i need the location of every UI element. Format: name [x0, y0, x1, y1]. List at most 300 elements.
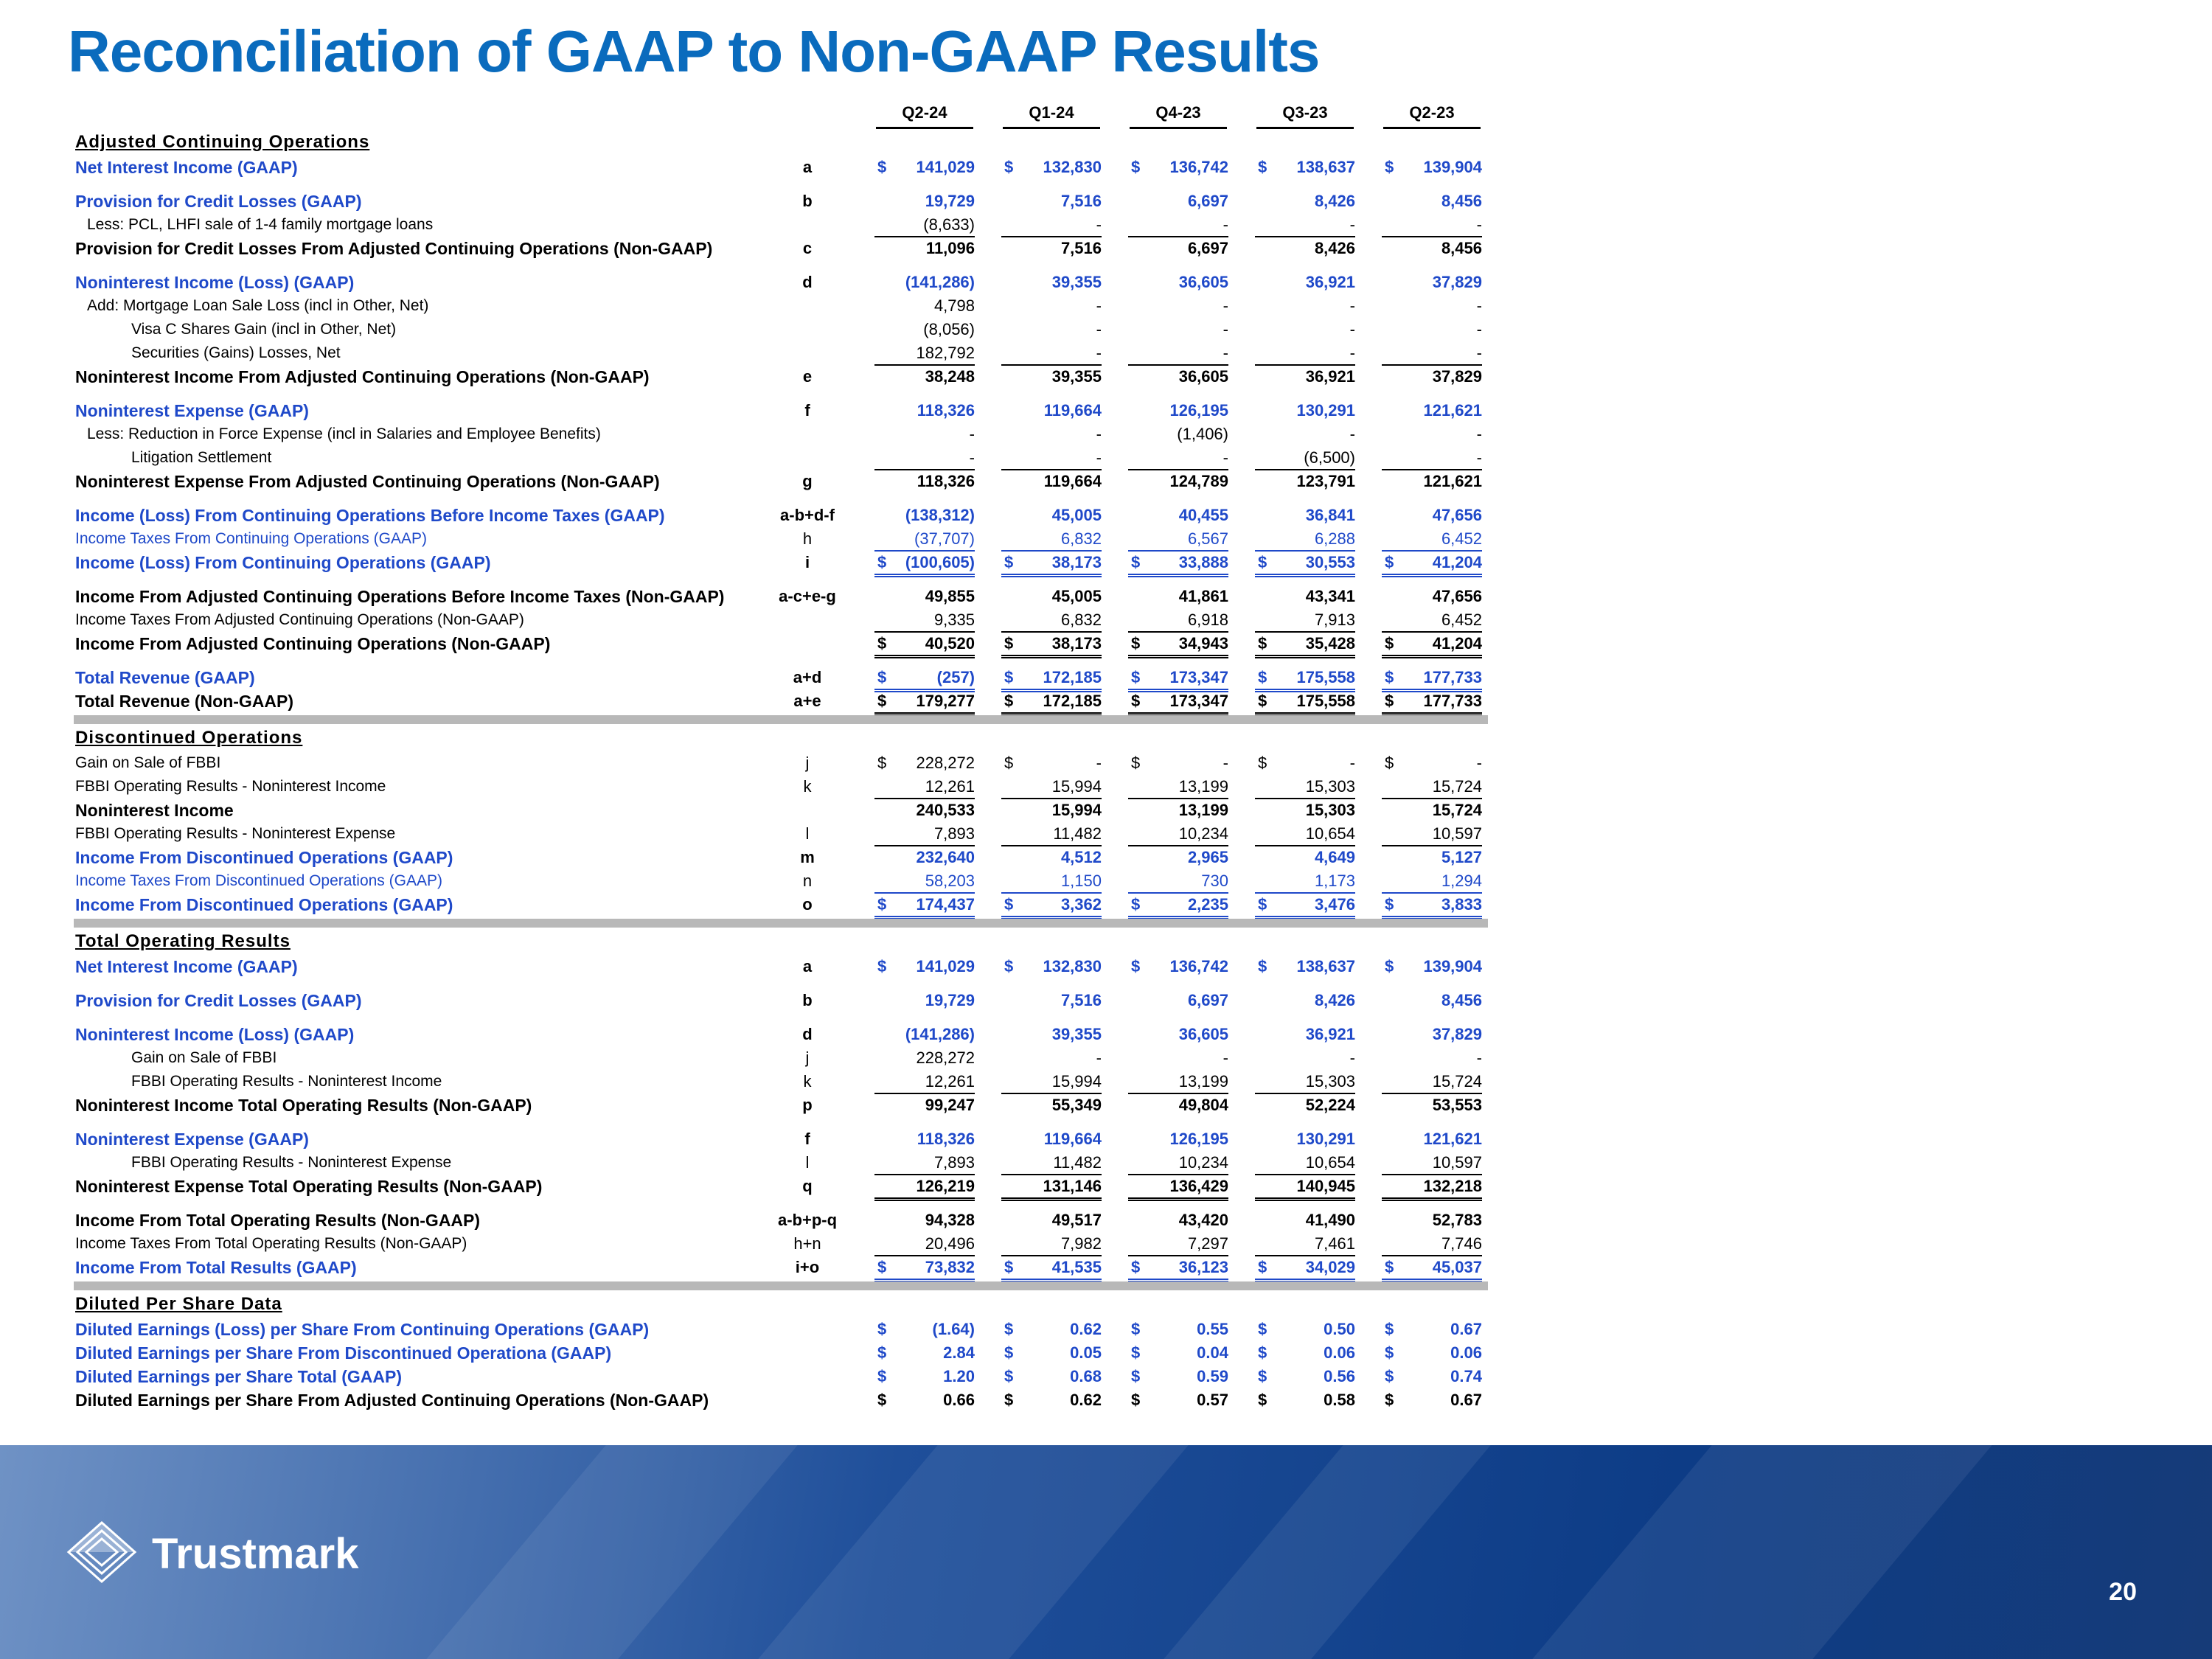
cell-value: 15,994 — [1051, 1072, 1102, 1091]
table-cell — [1255, 1233, 1355, 1256]
dollar-sign: $ — [1004, 1391, 1014, 1409]
cell-value: 130,291 — [1296, 1130, 1355, 1148]
table-cell — [1001, 156, 1102, 178]
cell-value: - — [1222, 215, 1228, 234]
cell-value: 0.68 — [1070, 1367, 1102, 1385]
table-row — [0, 1047, 1504, 1069]
row-reference: a — [802, 957, 813, 975]
table-cell — [1128, 870, 1228, 894]
row-reference: e — [802, 367, 813, 386]
cell-value: 121,621 — [1423, 472, 1482, 490]
cell-value: 0.67 — [1450, 1320, 1482, 1338]
table-cell — [1382, 667, 1482, 692]
table-cell — [1128, 400, 1228, 422]
cell-value: 4,649 — [1314, 848, 1355, 866]
table-cell — [1001, 1152, 1102, 1175]
row-label: Noninterest Income (Loss) (GAAP) — [75, 1025, 355, 1044]
table-row — [0, 633, 1504, 655]
table-cell — [1128, 1389, 1228, 1411]
cell-value: - — [1096, 448, 1102, 467]
table-cell — [1001, 423, 1102, 445]
cell-value: 8,426 — [1314, 192, 1355, 210]
table-cell — [1001, 990, 1102, 1012]
table-row — [0, 271, 1504, 293]
section-title: Diluted Per Share Data — [75, 1294, 282, 1314]
table-cell — [1382, 846, 1482, 869]
table-cell — [1001, 1318, 1102, 1340]
cell-value: - — [1349, 754, 1355, 772]
cell-value: 118,326 — [917, 401, 975, 420]
dollar-sign: $ — [1258, 553, 1267, 571]
row-label: Less: Reduction in Force Expense (incl in Salaries and Employee Benefits) — [87, 425, 601, 442]
cell-value: 11,096 — [925, 239, 975, 257]
row-reference: a+d — [793, 668, 822, 686]
cell-value: 0.05 — [1070, 1343, 1102, 1362]
table-cell — [1128, 1047, 1228, 1069]
cell-value: 33,888 — [1178, 553, 1228, 571]
cell-value: 37,829 — [1432, 367, 1482, 386]
cell-value: - — [1476, 320, 1482, 338]
section-title: Adjusted Continuing Operations — [75, 132, 370, 152]
table-cell — [1382, 552, 1482, 577]
cell-value: 58,203 — [925, 872, 975, 890]
cell-value: 0.67 — [1450, 1391, 1482, 1409]
cell-value: 41,861 — [1178, 587, 1228, 605]
dollar-sign: $ — [877, 957, 887, 975]
table-cell — [874, 1389, 975, 1411]
table-cell — [1382, 990, 1482, 1012]
table-cell — [1255, 1175, 1355, 1201]
cell-value: 6,918 — [1187, 611, 1228, 629]
cell-value: - — [1096, 215, 1102, 234]
cell-value: (257) — [936, 668, 975, 686]
table-row — [0, 667, 1504, 689]
dollar-sign: $ — [1131, 1391, 1141, 1409]
dollar-sign: $ — [1131, 754, 1141, 772]
table-cell — [1001, 894, 1102, 919]
table-cell — [1128, 1256, 1228, 1282]
cell-value: - — [1096, 344, 1102, 362]
cell-value: (100,605) — [905, 553, 975, 571]
table-cell — [1001, 342, 1102, 366]
table-cell — [1001, 470, 1102, 493]
cell-value: 136,429 — [1169, 1177, 1228, 1195]
table-cell — [1001, 799, 1102, 821]
cell-value: - — [1349, 344, 1355, 362]
dollar-sign: $ — [1004, 692, 1014, 710]
table-cell — [1382, 609, 1482, 633]
table-cell — [1128, 633, 1228, 658]
table-cell — [1128, 295, 1228, 317]
cell-value: 49,855 — [925, 587, 975, 605]
table-cell — [1255, 990, 1355, 1012]
cell-value: 11,482 — [1053, 824, 1102, 843]
table-cell — [1382, 319, 1482, 341]
table-cell — [1001, 504, 1102, 526]
row-label: Noninterest Expense (GAAP) — [75, 1130, 309, 1149]
table-cell — [1255, 956, 1355, 978]
dollar-sign: $ — [1131, 1343, 1141, 1362]
table-cell — [1382, 190, 1482, 212]
table-cell — [874, 271, 975, 293]
cell-value: 12,261 — [925, 1072, 975, 1091]
row-reference: o — [802, 895, 813, 914]
cell-value: 136,742 — [1169, 158, 1228, 176]
table-cell — [874, 1047, 975, 1069]
table-cell — [874, 1175, 975, 1201]
cell-value: 10,654 — [1305, 1153, 1355, 1172]
cell-value: 138,637 — [1296, 158, 1355, 176]
cell-value: 11,482 — [1053, 1153, 1102, 1172]
dollar-sign: $ — [877, 1367, 887, 1385]
table-row — [0, 776, 1504, 798]
row-reference: d — [802, 273, 813, 291]
cell-value: - — [1222, 754, 1228, 772]
table-cell — [874, 1342, 975, 1364]
table-row — [0, 1233, 1504, 1255]
cell-value: 119,664 — [1043, 401, 1102, 420]
cell-value: 13,199 — [1178, 777, 1228, 796]
dollar-sign: $ — [1131, 1258, 1141, 1276]
table-row — [0, 585, 1504, 608]
cell-value: 37,829 — [1432, 1025, 1482, 1043]
section-title: Total Operating Results — [75, 931, 291, 951]
row-reference: i+o — [795, 1258, 820, 1276]
cell-value: 12,261 — [925, 777, 975, 796]
table-cell — [1001, 1342, 1102, 1364]
table-cell — [1001, 1128, 1102, 1150]
cell-value: 53,553 — [1432, 1096, 1482, 1114]
cell-value: 139,904 — [1423, 158, 1482, 176]
row-label: Income (Loss) From Continuing Operations (GAAP) — [75, 553, 491, 572]
table-cell — [874, 846, 975, 869]
dollar-sign: $ — [1385, 553, 1394, 571]
cell-value: 39,355 — [1051, 273, 1102, 291]
table-row — [0, 552, 1504, 574]
cell-value: 8,456 — [1441, 991, 1482, 1009]
dollar-sign: $ — [877, 1258, 887, 1276]
cell-value: 730 — [1201, 872, 1228, 890]
cell-value: - — [1476, 448, 1482, 467]
row-reference: n — [802, 872, 813, 890]
table-cell — [1382, 799, 1482, 821]
cell-value: 2,235 — [1187, 895, 1228, 914]
table-cell — [874, 1366, 975, 1388]
row-label: Diluted Earnings (Loss) per Share From Continuing Operations (GAAP) — [75, 1320, 650, 1339]
table-cell — [1255, 342, 1355, 366]
table-cell — [1128, 1094, 1228, 1116]
row-reference: a+e — [793, 692, 821, 710]
table-cell — [1255, 447, 1355, 470]
dollar-sign: $ — [1131, 957, 1141, 975]
table-cell — [1001, 633, 1102, 658]
footer-banner — [0, 1445, 2212, 1659]
cell-value: 15,303 — [1305, 777, 1355, 796]
table-cell — [1255, 470, 1355, 493]
row-label: Diluted Earnings per Share Total (GAAP) — [75, 1367, 403, 1386]
table-cell — [1128, 342, 1228, 366]
cell-value: 119,664 — [1043, 1130, 1102, 1148]
table-cell — [1255, 609, 1355, 633]
table-cell — [874, 528, 975, 552]
cell-value: 41,204 — [1432, 553, 1482, 571]
row-label: Noninterest Income — [75, 801, 234, 820]
cell-value: 0.66 — [943, 1391, 975, 1409]
dollar-sign: $ — [877, 1343, 887, 1362]
cell-value: (8,633) — [923, 215, 975, 234]
row-label: Net Interest Income (GAAP) — [75, 957, 298, 976]
table-cell — [1382, 1175, 1482, 1201]
table-cell — [874, 609, 975, 633]
table-cell — [1382, 366, 1482, 388]
cell-value: 141,029 — [916, 957, 975, 975]
cell-value: 10,597 — [1432, 1153, 1482, 1172]
cell-value: 38,173 — [1051, 634, 1102, 653]
column-header: Q2-24 — [876, 102, 973, 129]
table-cell — [1001, 1209, 1102, 1231]
row-label: Income From Adjusted Continuing Operations Before Income Taxes (Non-GAAP) — [75, 587, 725, 606]
cell-value: 6,832 — [1060, 529, 1102, 548]
cell-value: (6,500) — [1304, 448, 1355, 467]
row-label: Income From Adjusted Continuing Operations (Non-GAAP) — [75, 634, 551, 653]
table-cell — [1001, 552, 1102, 577]
cell-value: 1.20 — [943, 1367, 975, 1385]
cell-value: 2,965 — [1187, 848, 1228, 866]
row-label: Diluted Earnings per Share From Discontinued Operationa (GAAP) — [75, 1343, 612, 1363]
table-cell — [874, 956, 975, 978]
row-label: Visa C Shares Gain (incl in Other, Net) — [131, 321, 397, 338]
table-cell — [1255, 1256, 1355, 1282]
table-row — [0, 366, 1504, 388]
cell-value: 8,456 — [1441, 192, 1482, 210]
table-row — [0, 823, 1504, 845]
row-reference: k — [803, 777, 812, 796]
table-cell — [874, 1128, 975, 1150]
table-cell — [1001, 690, 1102, 716]
cell-value: - — [1096, 754, 1102, 772]
table-row — [0, 1023, 1504, 1046]
cell-value: 126,195 — [1169, 401, 1228, 420]
dollar-sign: $ — [1385, 692, 1394, 710]
table-cell — [874, 1209, 975, 1231]
dollar-sign: $ — [1004, 957, 1014, 975]
table-cell — [1255, 1128, 1355, 1150]
table-cell — [1001, 823, 1102, 846]
page-title: Reconciliation of GAAP to Non-GAAP Results — [68, 18, 1320, 84]
cell-value: 138,637 — [1296, 957, 1355, 975]
row-label: Gain on Sale of FBBI — [75, 754, 221, 771]
row-reference: a-b+p-q — [777, 1211, 838, 1229]
cell-value: 132,218 — [1423, 1177, 1482, 1195]
table-cell — [1382, 894, 1482, 919]
table-cell — [1255, 1389, 1355, 1411]
cell-value: 34,943 — [1178, 634, 1228, 653]
row-label: Total Revenue (Non-GAAP) — [75, 692, 294, 711]
table-cell — [1382, 1047, 1482, 1069]
cell-value: 179,277 — [916, 692, 975, 710]
table-cell — [1001, 585, 1102, 608]
table-cell — [1001, 1047, 1102, 1069]
table-row — [0, 870, 1504, 892]
dollar-sign: $ — [1258, 895, 1267, 914]
row-label: Provision for Credit Losses (GAAP) — [75, 991, 362, 1010]
cell-value: 36,605 — [1178, 273, 1228, 291]
section-title: Discontinued Operations — [75, 728, 303, 748]
cell-value: 0.50 — [1324, 1320, 1355, 1338]
table-row — [0, 1342, 1504, 1364]
cell-value: 6,697 — [1187, 192, 1228, 210]
table-cell — [874, 633, 975, 658]
cell-value: 43,420 — [1178, 1211, 1228, 1229]
row-label: FBBI Operating Results - Noninterest Income — [131, 1073, 442, 1090]
cell-value: 124,789 — [1169, 472, 1228, 490]
dollar-sign: $ — [1004, 895, 1014, 914]
cell-value: - — [969, 425, 975, 443]
dollar-sign: $ — [1385, 668, 1394, 686]
table-cell — [1128, 585, 1228, 608]
row-label: Income From Total Operating Results (Non-GAAP) — [75, 1211, 481, 1230]
row-label: Gain on Sale of FBBI — [131, 1049, 277, 1066]
cell-value: 6,697 — [1187, 239, 1228, 257]
table-cell — [1382, 1152, 1482, 1175]
table-cell — [874, 237, 975, 260]
table-cell — [1382, 823, 1482, 846]
table-row — [0, 1256, 1504, 1279]
cell-value: 7,893 — [933, 1153, 975, 1172]
table-row — [0, 990, 1504, 1012]
table-row — [0, 799, 1504, 821]
cell-value: - — [1096, 320, 1102, 338]
dollar-sign: $ — [1004, 1258, 1014, 1276]
cell-value: 5,127 — [1441, 848, 1482, 866]
table-cell — [1255, 400, 1355, 422]
table-cell — [874, 585, 975, 608]
row-label: Add: Mortgage Loan Sale Loss (incl in Other, Net) — [87, 297, 429, 314]
row-reference: b — [802, 192, 813, 210]
cell-value: 45,037 — [1432, 1258, 1482, 1276]
cell-value: - — [1349, 1048, 1355, 1067]
table-cell — [1001, 1071, 1102, 1094]
table-cell — [1128, 609, 1228, 633]
table-cell — [874, 776, 975, 799]
cell-value: 52,783 — [1432, 1211, 1482, 1229]
dollar-sign: $ — [877, 1320, 887, 1338]
table-cell — [1382, 633, 1482, 658]
cell-value: - — [1349, 296, 1355, 315]
row-label: Noninterest Expense From Adjusted Continuing Operations (Non-GAAP) — [75, 472, 660, 491]
dollar-sign: $ — [877, 754, 887, 772]
table-cell — [1001, 1233, 1102, 1256]
row-label: Noninterest Income Total Operating Results (Non-GAAP) — [75, 1096, 532, 1115]
table-cell — [1128, 190, 1228, 212]
section-divider — [74, 1281, 1488, 1290]
table-cell — [874, 1094, 975, 1116]
table-cell — [1255, 237, 1355, 260]
table-cell — [1128, 1023, 1228, 1046]
table-cell — [1255, 423, 1355, 445]
cell-value: 136,742 — [1169, 957, 1228, 975]
table-cell — [1128, 271, 1228, 293]
table-cell — [1382, 1342, 1482, 1364]
table-cell — [1128, 423, 1228, 445]
table-cell — [1255, 1342, 1355, 1364]
cell-value: 6,567 — [1187, 529, 1228, 548]
table-row — [0, 894, 1504, 916]
table-cell — [1128, 366, 1228, 388]
row-label: Noninterest Expense Total Operating Results (Non-GAAP) — [75, 1177, 543, 1196]
dollar-sign: $ — [877, 895, 887, 914]
cell-value: 0.06 — [1324, 1343, 1355, 1362]
row-reference: p — [802, 1096, 813, 1114]
table-row — [0, 1071, 1504, 1093]
table-cell — [1001, 271, 1102, 293]
table-cell — [1128, 1209, 1228, 1231]
cell-value: (141,286) — [905, 273, 975, 291]
dollar-sign: $ — [1258, 668, 1267, 686]
table-cell — [1128, 552, 1228, 577]
cell-value: 8,456 — [1441, 239, 1482, 257]
cell-value: - — [1476, 425, 1482, 443]
table-row — [0, 504, 1504, 526]
cell-value: (37,707) — [914, 529, 975, 548]
table-cell — [874, 690, 975, 716]
cell-value: 0.56 — [1324, 1367, 1355, 1385]
cell-value: 37,829 — [1432, 273, 1482, 291]
dollar-sign: $ — [1258, 692, 1267, 710]
table-cell — [1382, 956, 1482, 978]
table-cell — [1001, 609, 1102, 633]
cell-value: 13,199 — [1178, 801, 1228, 819]
cell-value: 13,199 — [1178, 1072, 1228, 1091]
table-cell — [1255, 1023, 1355, 1046]
cell-value: 7,982 — [1060, 1234, 1102, 1253]
table-cell — [874, 1318, 975, 1340]
table-cell — [1255, 870, 1355, 894]
table-cell — [1001, 870, 1102, 894]
dollar-sign: $ — [1258, 754, 1267, 772]
cell-value: 7,297 — [1187, 1234, 1228, 1253]
table-cell — [874, 366, 975, 388]
cell-value: 139,904 — [1423, 957, 1482, 975]
cell-value: 7,913 — [1314, 611, 1355, 629]
cell-value: 20,496 — [925, 1234, 975, 1253]
table-cell — [1001, 214, 1102, 237]
cell-value: 19,729 — [925, 991, 975, 1009]
cell-value: 36,841 — [1305, 506, 1355, 524]
row-label: Total Revenue (GAAP) — [75, 668, 255, 687]
dollar-sign: $ — [1258, 1320, 1267, 1338]
table-cell — [1128, 504, 1228, 526]
table-row — [0, 1152, 1504, 1174]
dollar-sign: $ — [1385, 1367, 1394, 1385]
table-cell — [1382, 1023, 1482, 1046]
table-cell — [1382, 776, 1482, 799]
table-cell — [1255, 1209, 1355, 1231]
table-cell — [1382, 870, 1482, 894]
cell-value: 132,830 — [1043, 957, 1102, 975]
table-row — [0, 1318, 1504, 1340]
dollar-sign: $ — [877, 634, 887, 653]
cell-value: 41,490 — [1305, 1211, 1355, 1229]
table-cell — [1255, 1094, 1355, 1116]
row-label: Provision for Credit Losses From Adjusted Continuing Operations (Non-GAAP) — [75, 239, 713, 258]
row-label: Income Taxes From Continuing Operations (GAAP) — [75, 530, 427, 547]
table-cell — [874, 423, 975, 445]
cell-value: 7,516 — [1060, 192, 1102, 210]
table-cell — [1382, 1233, 1482, 1256]
row-reference: b — [802, 991, 813, 1009]
table-cell — [1255, 1366, 1355, 1388]
